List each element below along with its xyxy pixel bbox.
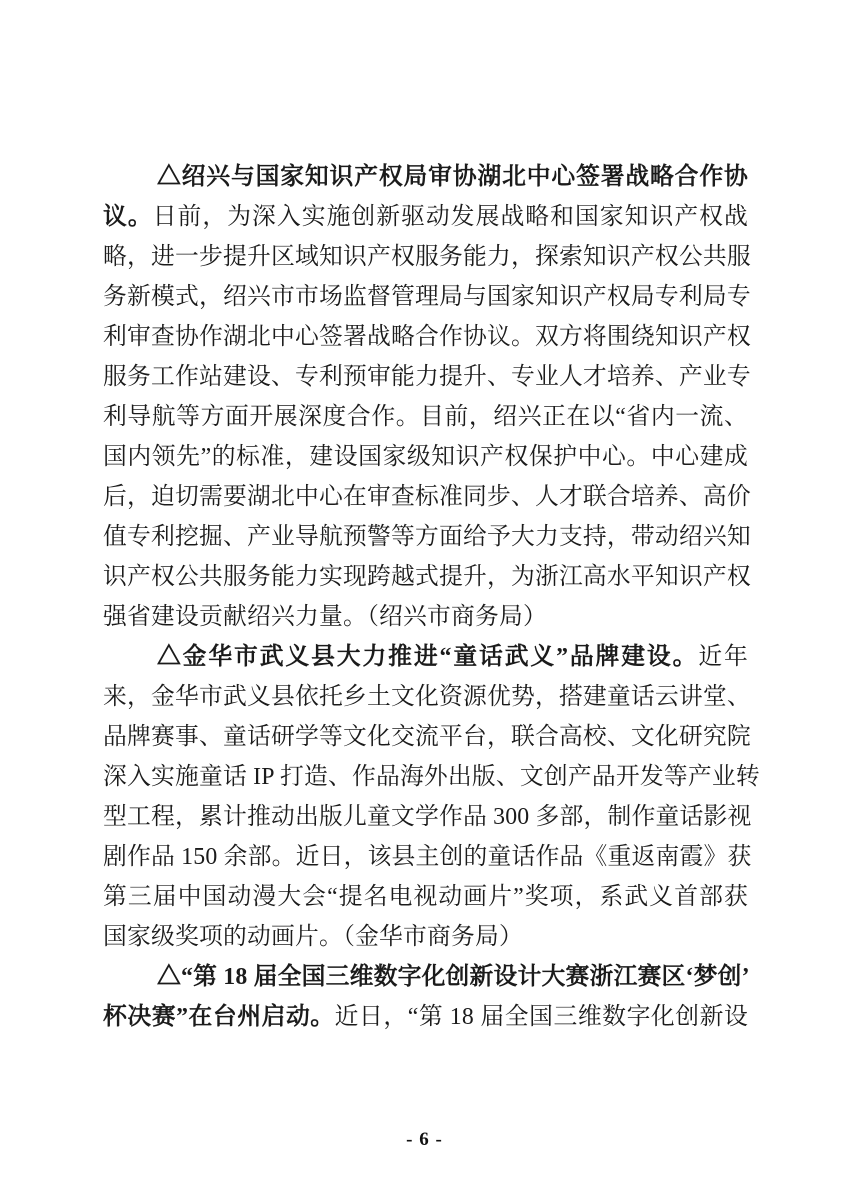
heading-text: 杯决赛”在台州启动。 <box>103 1004 335 1030</box>
body-text: 略，进一步提升区域知识产权服务能力，探索知识产权公共服 <box>103 244 751 270</box>
heading-text: 议。 <box>103 204 153 230</box>
paragraph-3d-digital-design-contest <box>103 957 748 1037</box>
body-text: 识产权公共服务能力实现跨越式提升，为浙江高水平知识产权 <box>103 564 751 590</box>
text-line <box>103 677 751 717</box>
heading-text: △金华市武义县大力推进“童话武义”品牌建设。 <box>157 644 699 670</box>
text-line <box>103 277 751 317</box>
body-text: 日前，为深入实施创新驱动发展战略和国家知识产权战 <box>152 204 748 230</box>
body-text: 务新模式，绍兴市市场监督管理局与国家知识产权局专利局专 <box>103 284 751 310</box>
text-line <box>103 437 748 477</box>
body-text: 近日，“第 18 届全国三维数字化创新设 <box>334 1004 748 1030</box>
text-line <box>103 917 748 957</box>
body-text: 强省建设贡献绍兴力量。（绍兴市商务局） <box>103 604 548 630</box>
text-line <box>103 197 748 237</box>
text-line <box>103 397 748 437</box>
body-text: 国内领先”的标准，建设国家级知识产权保护中心。中心建成 <box>103 444 748 470</box>
text-line <box>103 637 748 677</box>
text-line <box>103 597 748 637</box>
text-line <box>103 317 751 357</box>
body-text: 品牌赛事、童话研学等文化交流平台，联合高校、文化研究院 <box>103 724 751 750</box>
body-text: 第三届中国动漫大会“提名电视动画片”奖项，系武义首部获 <box>103 884 748 910</box>
text-line <box>103 837 752 877</box>
text-line <box>103 757 760 797</box>
text-line <box>103 557 751 597</box>
text-line <box>103 157 748 197</box>
page-number: - 6 - <box>406 1129 443 1150</box>
text-line <box>103 997 748 1037</box>
heading-text: △“第 18 届全国三维数字化创新设计大赛浙江赛区‘梦创’ <box>157 964 750 990</box>
text-line <box>103 877 748 917</box>
body-text: 值专利挖掘、产业导航预警等方面给予大力支持，带动绍兴知 <box>103 524 751 550</box>
body-text: 型工程，累计推动出版儿童文学作品 300 多部，制作童话影视 <box>103 804 752 830</box>
text-line <box>103 237 751 277</box>
body-text: 来，金华市武义县依托乡土文化资源优势，搭建童话云讲堂、 <box>103 684 751 710</box>
text-line <box>103 477 751 517</box>
text-line <box>103 517 751 557</box>
paragraph-shaoxing-ip-agreement <box>103 157 751 637</box>
body-text: 国家级奖项的动画片。（金华市商务局） <box>103 924 524 950</box>
body-text: 剧作品 150 余部。近日，该县主创的童话作品《重返南霞》获 <box>103 844 752 870</box>
paragraph-jinhua-wuyi-fairytale-brand <box>103 637 760 957</box>
text-line <box>103 717 751 757</box>
body-text: 深入实施童话 IP 打造、作品海外出版、文创产品开发等产业转 <box>103 764 760 790</box>
text-line <box>103 957 748 997</box>
heading-text: △绍兴与国家知识产权局审协湖北中心签署战略合作协 <box>157 164 748 190</box>
document-body <box>103 157 760 1037</box>
body-text: 后，迫切需要湖北中心在审查标准同步、人才联合培养、高价 <box>103 484 751 510</box>
body-text: 利审查协作湖北中心签署战略合作协议。双方将围绕知识产权 <box>103 324 751 350</box>
body-text: 服务工作站建设、专利预审能力提升、专业人才培养、产业专 <box>103 364 751 390</box>
text-line <box>103 357 751 397</box>
body-text: 利导航等方面开展深度合作。目前，绍兴正在以“省内一流、 <box>103 404 748 430</box>
text-line <box>103 797 752 837</box>
body-text: 近年 <box>698 644 748 670</box>
